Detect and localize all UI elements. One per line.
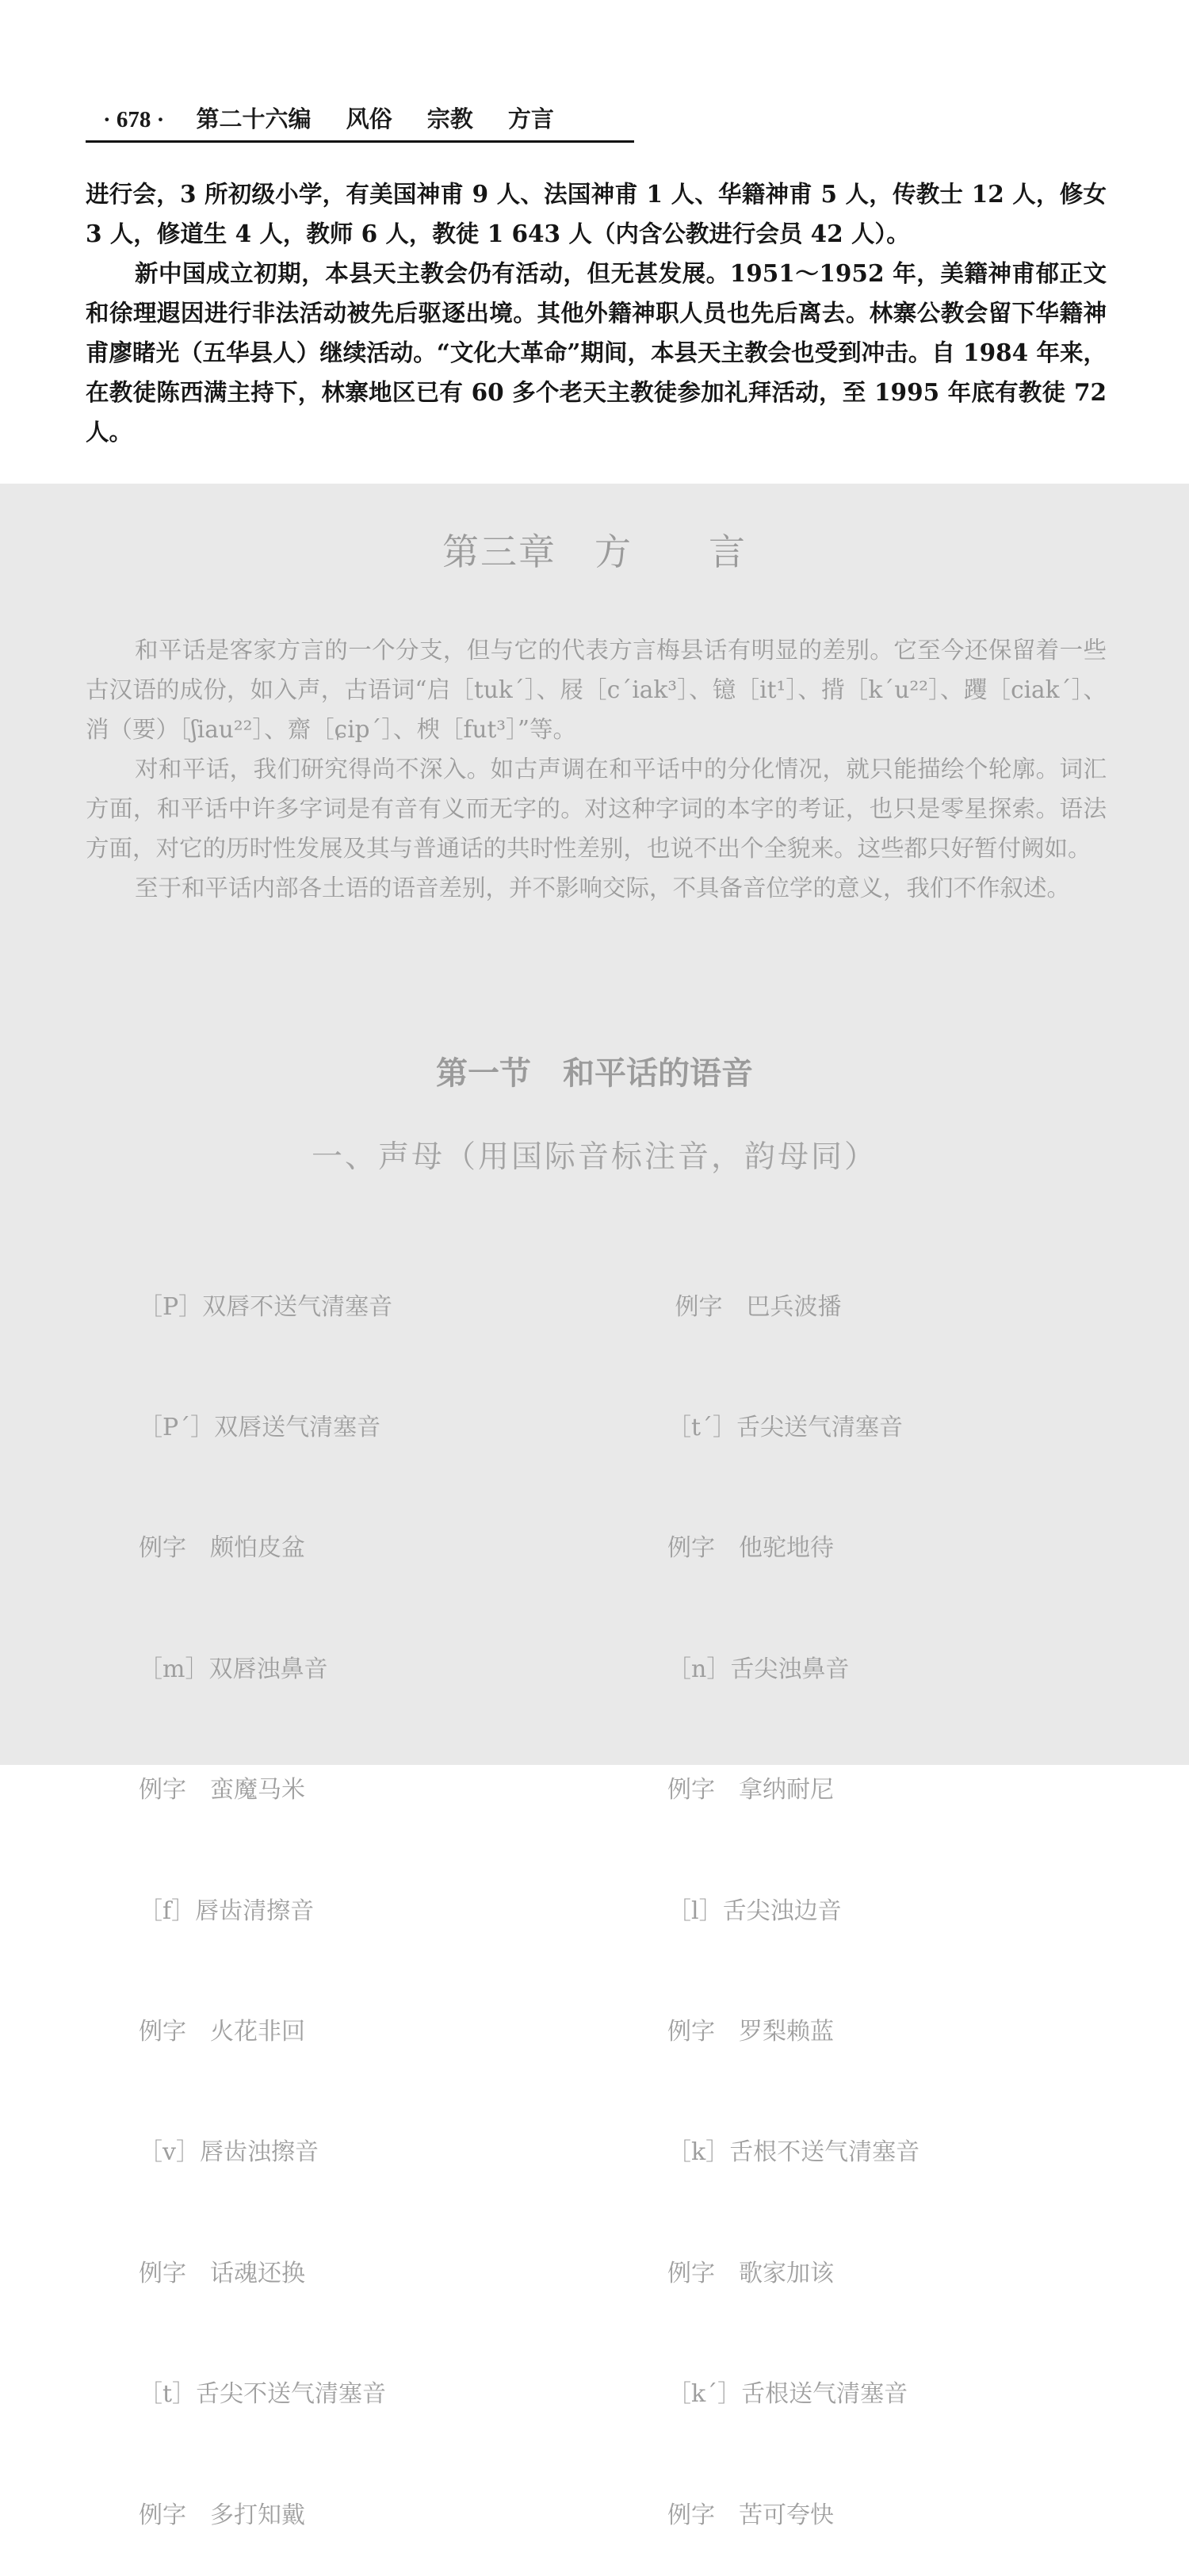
paragraph: 进行会，3 所初级小学，有美国神甫 9 人、法国神甫 1 人、华籍神甫 5 人，传教士 12 人，修女 3 人，修道生 4 人，教师 6 人，教徒 1 643 人（内含公教进行会员 42 人）。: [86, 180, 1107, 247]
paragraph: 和平话是客家方言的一个分支，但与它的代表方言梅县话有明显的差别。它至今还保留着一些古汉语的成份，如入声，古语词“启［tukˊ］、屐［cˊiak³］、镱［it¹］、揹［kˊu²²］、躩［ciakˊ］、消（要）［ʃiau²²］、齋［ɕipˊ］、楰［fut³］”等。: [86, 637, 1107, 743]
initial-entry: ［tˊ］舌尖送气清塞音: [667, 1413, 904, 1441]
initial-entry: ［Pˊ］双唇送气清塞音: [139, 1413, 381, 1441]
section-title: 第一节 和平话的语音: [436, 1055, 753, 1092]
example-entry: 例字 火花非回: [139, 2017, 305, 2046]
example-entry: 例字 蛮魔马米: [139, 1776, 305, 1805]
running-header: [86, 101, 634, 143]
initial-entry: ［v］唇齿浊擦音: [139, 2138, 319, 2167]
example-entry: 例字 巴兵波播: [667, 1292, 842, 1321]
paragraph: 至于和平话内部各土语的语音差别，并不影响交际，不具备音位学的意义，我们不作叙述。: [135, 875, 1071, 901]
initial-entry: ［k］舌根不送气清塞音: [667, 2138, 920, 2167]
example-entry: 例字 苦可夸快: [667, 2501, 834, 2529]
paragraph: 新中国成立初期，本县天主教会仍有活动，但无甚发展。1951～1952 年，美籍神甫郁正文和徐理遐因进行非法活动被先后驱逐出境。其他外籍神职人员也先后离去。林寨公教会留下华籍神甫廖睹光（五华县人）继续活动。“文化大革命”期间，本县天主教会也受到冲击。自 1984 年来，在教徒陈西满主持下，林寨地区已有 60 多个老天主教徒参加礼拜活动，至 1995 年底有教徒 72 人。: [86, 259, 1107, 446]
paragraph: 对和平话，我们研究得尚不深入。如古声调在和平话中的分化情况，就只能描绘个轮廓。词汇方面，和平话中许多字词是有音有义而无字的。对这种字词的本字的考证，也只是零星探索。语法方面，对它的历时性发展及其与普通话的共时性差别，也说不出个全貌来。这些都只好暂付阙如。: [86, 756, 1107, 862]
part-subject-dialect: 方言: [507, 105, 554, 132]
part-title: 第二十六编: [196, 105, 312, 132]
initials-left-column: [139, 1207, 392, 2576]
top-section: [0, 0, 1189, 484]
initial-entry: ［P］双唇不送气清塞音: [139, 1292, 393, 1321]
part-subject-religion: 宗教: [426, 105, 473, 132]
intro-text-block: [86, 630, 1107, 908]
initials-right-column: [667, 1207, 919, 2576]
example-entry: 例字 他驼地待: [667, 1534, 834, 1563]
initial-entry: ［m］双唇浊鼻音: [139, 1655, 328, 1683]
page-number: · 678 ·: [103, 107, 165, 132]
initial-entry: ［l］舌尖浊边音: [667, 1897, 842, 1925]
initial-entry: ［kˊ］舌根送气清塞音: [667, 2380, 908, 2409]
example-entry: 例字 多打知戴: [139, 2501, 305, 2529]
initial-entry: ［t］舌尖不送气清塞音: [139, 2380, 387, 2409]
example-entry: 例字 歌家加该: [667, 2259, 834, 2287]
example-entry: 例字 拿纳耐尼: [667, 1776, 834, 1805]
part-subject-customs: 风俗: [346, 105, 392, 132]
initial-entry: ［f］唇齿清擦音: [139, 1897, 315, 1925]
example-entry: 例字 罗梨赖蓝: [667, 2017, 834, 2046]
chapter-title: 第三章 方 言: [442, 530, 747, 573]
example-entry: 例字 颇怕皮盆: [139, 1534, 305, 1563]
initial-entry: ［n］舌尖浊鼻音: [667, 1655, 850, 1683]
subsection-title: 一、声母（用国际音标注音，韵母同）: [311, 1139, 877, 1175]
example-entry: 例字 话魂还换: [139, 2259, 305, 2287]
top-text-block: [86, 174, 1107, 452]
